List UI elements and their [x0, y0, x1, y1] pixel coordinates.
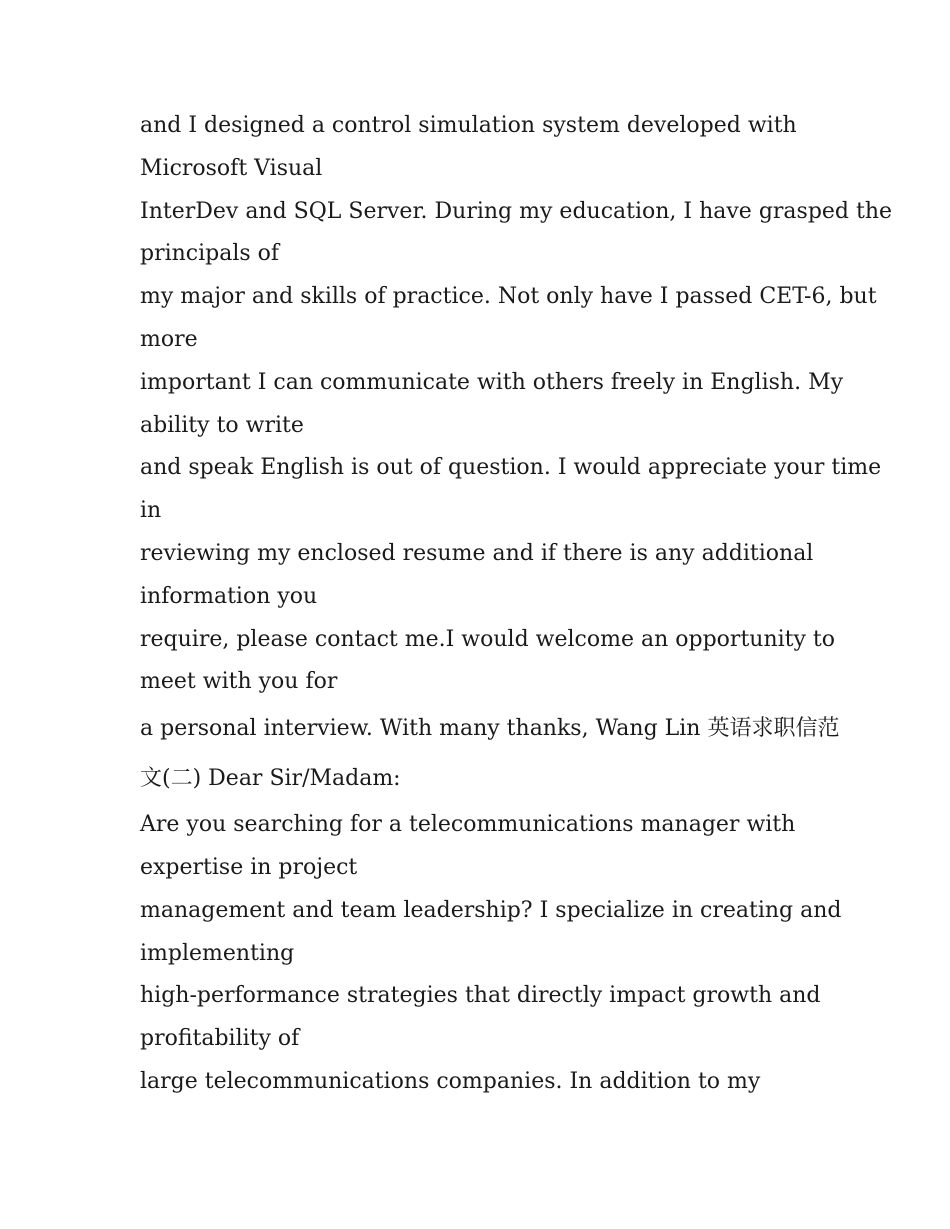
text-line: expertise in project	[140, 854, 358, 880]
text-line: information you	[140, 583, 318, 609]
text-line: Are you searching for a telecommunications manager with	[140, 812, 796, 838]
text-line: high-performance strategies that directly impact growth and	[140, 983, 821, 1009]
text-line: and I designed a control simulation system developed with	[140, 113, 797, 138]
text-line: principals of	[140, 241, 280, 267]
text-line: in	[140, 498, 162, 524]
text-line: profitability of	[140, 1026, 300, 1052]
text-line: InterDev and SQL Server. During my education, I have grasped the	[140, 198, 893, 224]
text-line: 文(二) Dear Sir/Madam:	[140, 766, 401, 792]
text-line: a personal interview. With many thanks, Wang Lin 英语求职信范	[140, 716, 840, 742]
text-line: management and team leadership? I specialize in creating and	[140, 897, 842, 923]
text-line: Microsoft Visual	[140, 155, 323, 181]
text-line: important I can communicate with others freely in English. My	[140, 369, 844, 395]
text-line: meet with you for	[140, 669, 338, 695]
body-text	[140, 105, 893, 1104]
text-line: large telecommunications companies. In addition to my	[140, 1068, 761, 1094]
text-line: my major and skills of practice. Not only have I passed CET-6, but	[140, 284, 877, 310]
text-line: require, please contact me.I would welcome an opportunity to	[140, 626, 836, 652]
text-line: ability to write	[140, 412, 304, 438]
text-line: implementing	[140, 940, 295, 966]
text-line: and speak English is out of question. I would appreciate your time	[140, 455, 882, 481]
text-line: more	[140, 326, 198, 352]
text-line: reviewing my enclosed resume and if there is any additional	[140, 540, 814, 566]
